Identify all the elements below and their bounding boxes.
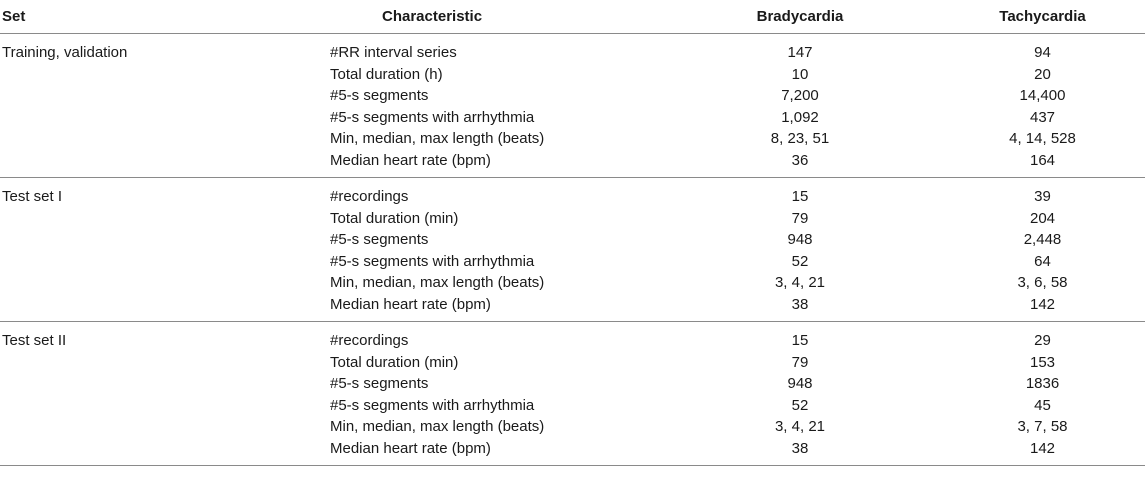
tachycardia-cell: 204 — [1029, 209, 1056, 227]
characteristic-cell: #5-s segments — [330, 375, 429, 392]
bradycardia-cell: 1,092 — [781, 108, 819, 126]
header-bradycardia: Bradycardia — [680, 0, 920, 34]
bradycardia-cell: 948 — [787, 375, 813, 392]
characteristic-cell: Min, median, max length (beats) — [330, 130, 545, 147]
bradycardia-cell: 79 — [791, 209, 809, 227]
table-row — [0, 178, 1145, 208]
tachycardia-cell: 20 — [1034, 65, 1051, 83]
set-cell-empty — [0, 64, 330, 86]
table-row — [0, 438, 1145, 466]
set-name: Test set II — [2, 332, 67, 349]
table-header — [0, 0, 1145, 34]
characteristic-cell: #5-s segments — [330, 87, 429, 104]
table-row — [0, 395, 1145, 417]
characteristic-cell: Min, median, max length (beats) — [330, 274, 545, 291]
tachycardia-cell: 142 — [1029, 295, 1056, 313]
bradycardia-cell: 3, 4, 21 — [774, 274, 826, 291]
set-cell-empty — [0, 128, 330, 150]
tachycardia-cell: 437 — [1029, 108, 1056, 126]
set-cell-empty — [0, 438, 330, 466]
set-cell-empty — [0, 251, 330, 273]
bradycardia-cell: 7,200 — [781, 87, 819, 104]
table-row — [0, 272, 1145, 294]
set-cell-empty — [0, 107, 330, 129]
tachycardia-cell: 142 — [1029, 439, 1056, 457]
characteristic-cell: #RR interval series — [330, 44, 457, 61]
tachycardia-cell: 153 — [1029, 353, 1056, 371]
table-row — [0, 322, 1145, 352]
bradycardia-cell: 38 — [791, 295, 809, 313]
table-row — [0, 352, 1145, 374]
table-row — [0, 64, 1145, 86]
bradycardia-cell: 15 — [791, 188, 809, 205]
characteristic-cell: Median heart rate (bpm) — [330, 151, 491, 169]
tachycardia-cell: 45 — [1034, 396, 1051, 414]
tachycardia-cell: 14,400 — [1019, 87, 1066, 104]
table-row — [0, 34, 1145, 64]
tachycardia-cell: 4, 14, 528 — [1009, 130, 1076, 147]
bradycardia-cell: 8, 23, 51 — [770, 130, 830, 147]
characteristic-cell: #5-s segments with arrhythmia — [330, 396, 535, 414]
bradycardia-cell: 147 — [787, 44, 813, 61]
header-set: Set — [0, 0, 330, 34]
table-row — [0, 251, 1145, 273]
group-test-set-2 — [0, 322, 1145, 466]
set-cell-empty — [0, 208, 330, 230]
table-row — [0, 294, 1145, 322]
bradycardia-cell: 79 — [791, 353, 809, 371]
tachycardia-cell: 39 — [1034, 188, 1051, 205]
characteristic-cell: Total duration (min) — [330, 353, 459, 371]
bradycardia-cell: 36 — [791, 151, 809, 169]
tachycardia-cell: 1836 — [1025, 375, 1060, 392]
tachycardia-cell: 2,448 — [1023, 231, 1062, 248]
characteristic-cell: #5-s segments with arrhythmia — [330, 108, 535, 126]
table-row — [0, 208, 1145, 230]
set-cell-empty — [0, 85, 330, 107]
table-row — [0, 416, 1145, 438]
table-row — [0, 373, 1145, 395]
bradycardia-cell: 948 — [787, 231, 813, 248]
set-name: Test set I — [2, 188, 63, 205]
table-row — [0, 85, 1145, 107]
tachycardia-cell: 164 — [1029, 151, 1056, 169]
set-cell-empty — [0, 150, 330, 178]
header-tachycardia: Tachycardia — [920, 0, 1145, 34]
tachycardia-cell: 3, 7, 58 — [1017, 418, 1068, 435]
group-training-validation — [0, 34, 1145, 178]
characteristic-cell: Total duration (min) — [330, 209, 459, 227]
characteristic-cell: Median heart rate (bpm) — [330, 295, 491, 313]
bradycardia-cell: 38 — [791, 439, 809, 457]
bradycardia-cell: 10 — [791, 65, 809, 83]
table-row — [0, 107, 1145, 129]
table-row — [0, 128, 1145, 150]
group-test-set-1 — [0, 178, 1145, 322]
tachycardia-cell: 29 — [1034, 332, 1051, 349]
header-characteristic — [330, 0, 680, 34]
characteristic-cell: #5-s segments with arrhythmia — [330, 252, 535, 270]
tachycardia-cell: 3, 6, 58 — [1017, 274, 1068, 291]
characteristic-cell: Min, median, max length (beats) — [330, 418, 545, 435]
set-cell-empty — [0, 395, 330, 417]
set-cell-empty — [0, 272, 330, 294]
characteristic-cell: #5-s segments — [330, 231, 429, 248]
set-cell-empty — [0, 416, 330, 438]
tachycardia-cell: 64 — [1034, 252, 1051, 270]
set-cell-empty — [0, 294, 330, 322]
set-name: Training, validation — [2, 44, 128, 61]
header-row — [0, 0, 1145, 34]
characteristic-cell: Total duration (h) — [330, 65, 443, 83]
tachycardia-cell: 94 — [1034, 44, 1051, 61]
set-cell-empty — [0, 352, 330, 374]
table-row — [0, 229, 1145, 251]
characteristic-cell: #recordings — [330, 188, 409, 205]
bradycardia-cell: 52 — [791, 252, 809, 270]
bradycardia-cell: 3, 4, 21 — [774, 418, 826, 435]
set-cell-empty — [0, 373, 330, 395]
bradycardia-cell: 52 — [791, 396, 809, 414]
characteristic-cell: Median heart rate (bpm) — [330, 439, 491, 457]
set-cell-empty — [0, 229, 330, 251]
characteristic-cell: #recordings — [330, 332, 409, 349]
table-row — [0, 150, 1145, 178]
bradycardia-cell: 15 — [791, 332, 809, 349]
header-characteristic-label: Characteristic — [382, 8, 483, 25]
